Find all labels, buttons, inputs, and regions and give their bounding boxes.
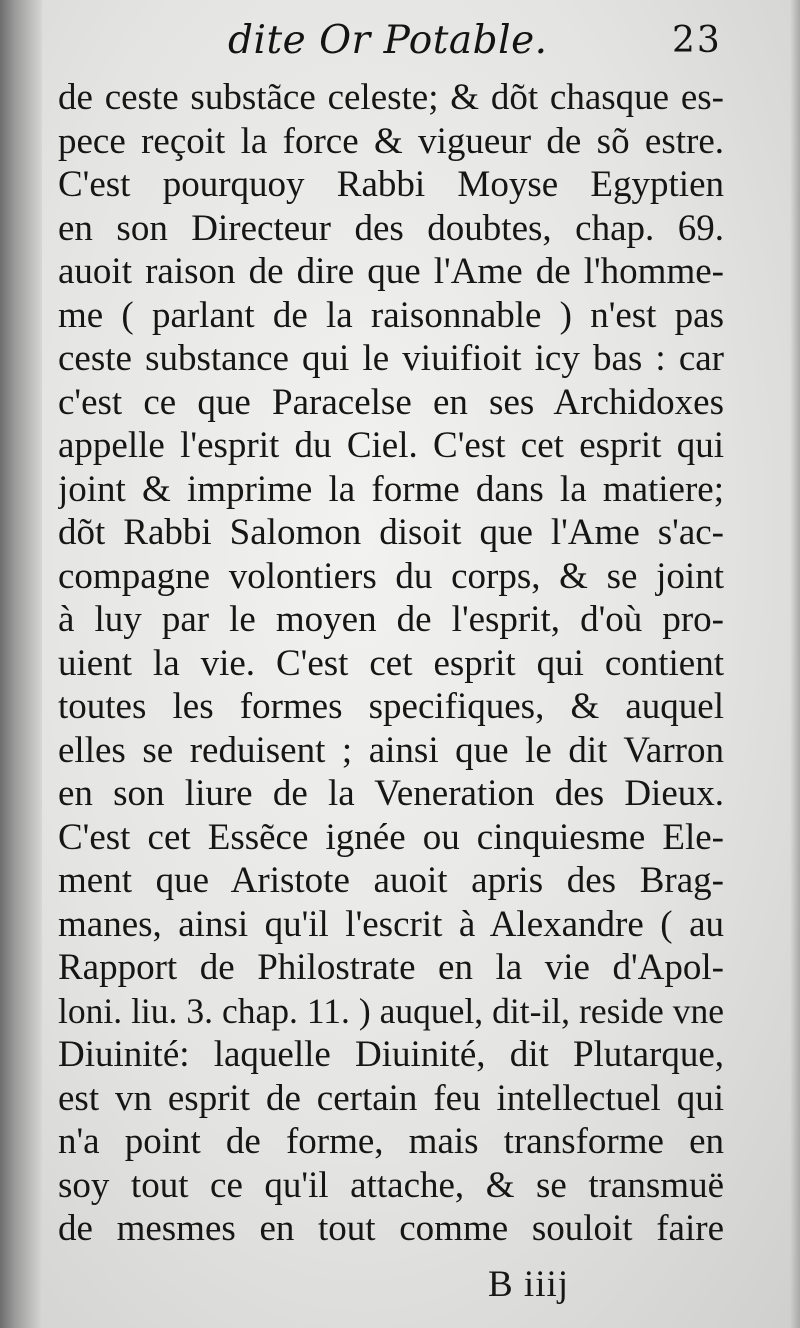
text-line: à luy par le moyen de l'esprit, d'où pro-	[58, 599, 724, 640]
text-line: n'a point de forme, mais transforme en	[58, 1121, 724, 1162]
text-line: ment que Aristote auoit apris des Brag-	[58, 860, 724, 901]
text-line: soy tout ce qu'il attache, & se transmuë	[58, 1164, 724, 1206]
text-line: manes, ainsi qu'il l'escrit à Alexandre ( au	[58, 903, 724, 945]
body-text	[58, 76, 724, 1251]
spine-shadow	[0, 0, 42, 1328]
text-line: est vn esprit de certain feu intellectuel qui	[58, 1077, 724, 1119]
text-line: C'est pourquoy Rabbi Moyse Egyptien	[58, 164, 724, 205]
text-line: ceste substance qui le viuifioit icy bas : car	[58, 338, 724, 379]
page-header	[0, 12, 800, 70]
text-line: me ( parlant de la raisonnable ) n'est pas	[58, 294, 724, 336]
text-line: de ceste substãce celeste; & dõt chasque es-	[58, 77, 724, 118]
text-line: dõt Rabbi Salomon disoit que l'Ame s'ac-	[58, 512, 724, 553]
text-line: c'est ce que Paracelse en ses Archidoxes	[58, 381, 724, 423]
text-line: elles se reduisent ; ainsi que le dit Varron	[58, 729, 724, 771]
signature-mark: B iiij	[488, 1264, 570, 1305]
text-line: uient la vie. C'est cet esprit qui contient	[58, 642, 724, 684]
text-line: en son Directeur des doubtes, chap. 69.	[58, 207, 724, 249]
page-edge	[790, 0, 800, 1328]
text-line: compagne volontiers du corps, & se joint	[58, 555, 724, 597]
page-number: 23	[672, 20, 722, 61]
text-line: auoit raison de dire que l'Ame de l'homme-	[58, 251, 724, 292]
text-line: Rapport de Philostrate en la vie d'Apol-	[58, 947, 724, 988]
text-line: loni. liu. 3. chap. 11. ) auquel, dit-il, reside vne	[58, 990, 724, 1031]
text-line: toutes les formes specifiques, & auquel	[58, 686, 724, 727]
text-line: de mesmes en tout comme souloit faire	[58, 1208, 724, 1249]
running-title: dite Or Potable.	[228, 18, 548, 63]
text-line: en son liure de la Veneration des Dieux.	[58, 773, 724, 814]
text-line: joint & imprime la forme dans la matiere;	[58, 468, 724, 510]
text-line: C'est cet Essẽce ignée ou cinquiesme Ele-	[58, 816, 724, 858]
text-line: pece reçoit la force & vigueur de sõ estre.	[58, 120, 724, 162]
text-line: appelle l'esprit du Ciel. C'est cet esprit qui	[58, 425, 724, 466]
text-line: Diuinité: laquelle Diuinité, dit Plutarque,	[58, 1034, 724, 1075]
